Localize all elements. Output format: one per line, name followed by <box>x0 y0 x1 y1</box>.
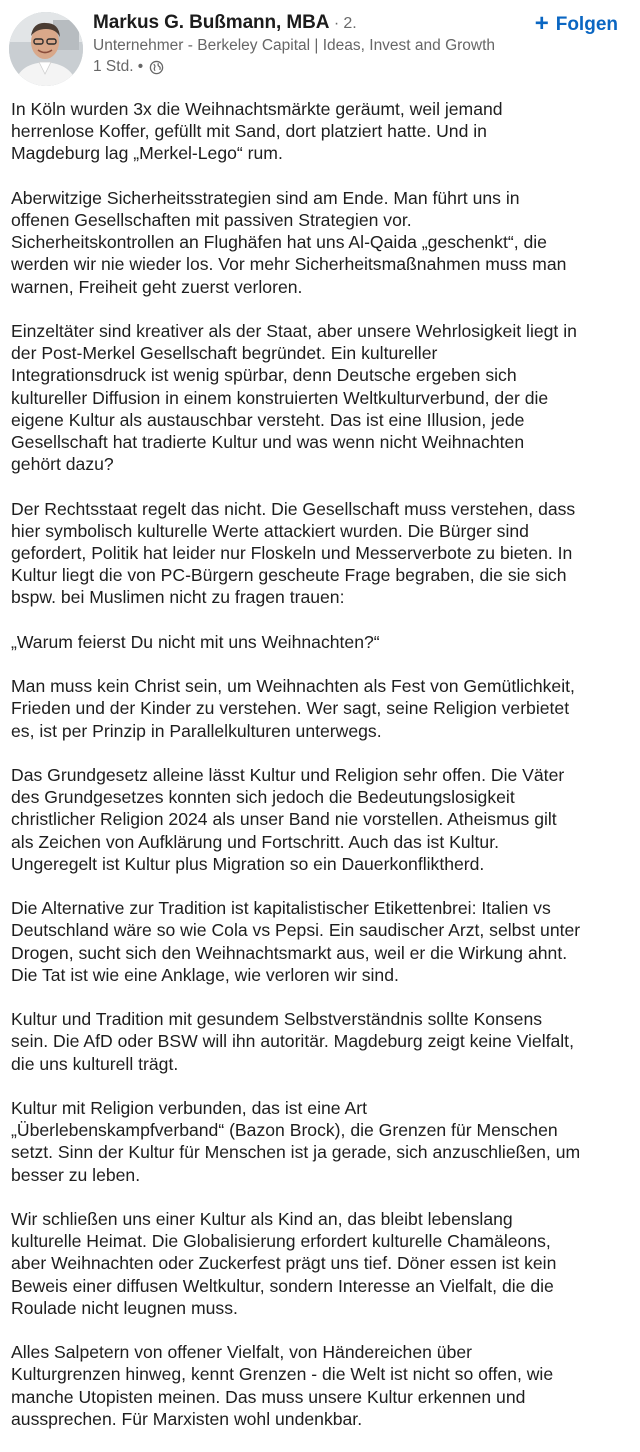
connection-degree: · 2. <box>333 15 357 32</box>
post-paragraph: „Warum feierst Du nicht mit uns Weihnachten?“ <box>11 631 380 652</box>
post-paragraph: Kultur mit Religion verbunden, das ist eine Art „Überlebenskampfverband“ (Bazon Brock), die Grenzen für Menschen setzt. Sinn der Kultur für Menschen ist ja gerade, sich anzuschließen, um besser zu leben. <box>11 1098 581 1185</box>
author-name-text[interactable]: Markus G. Bußmann, MBA <box>93 12 329 33</box>
post-header <box>0 0 640 96</box>
follow-button[interactable] <box>534 10 618 37</box>
author-headline: Unternehmer - Berkeley Capital | Ideas, Invest and Growth <box>93 37 496 54</box>
post-paragraph: Einzeltäter sind kreativer als der Staat, aber unsere Wehrlosigkeit liegt in der Post-Merkel Gesellschaft begründet. Ein kultureller Integrationsdruck ist wenig spürbar, denn Deutsche ergeben sich kultureller Diffusion in einem konstruierten Weltkulturverbund, der die eigene Kultur als austauschbar versteht. Das ist eine Illusion, jede Gesellschaft hat tradierte Kultur und was wenn nicht Weihnachten gehört dazu? <box>11 321 577 475</box>
globe-icon <box>149 60 164 75</box>
post-paragraph: Die Alternative zur Tradition ist kapitalistischer Etikettenbrei: Italien vs Deutschland wäre so wie Cola vs Pepsi. Ein saudischer Arzt, selbst unter Drogen, sucht sich den Weihnachtsmarkt aus, weil er die Wirkung ahnt. Die Tat ist wie eine Anklage, wie verloren wir sind. <box>11 898 581 985</box>
author-name[interactable] <box>93 12 357 34</box>
post-paragraph: In Köln wurden 3x die Weihnachtsmärkte geräumt, weil jemand herrenlose Koffer, gefüllt mit Sand, dort platziert hatte. Und in Magdeburg lag „Merkel-Lego“ rum. <box>11 99 503 164</box>
post-paragraph: Wir schließen uns einer Kultur als Kind an, das bleibt lebenslang kulturelle Heimat. Die Globalisierung erfordert kulturelle Chamäleons, aber Weihnachten oder Zuckerfest prägt uns tief. Döner essen ist kein Beweis einer diffusen Weltkultur, sondern Interesse an Vielfalt, die die Roulade nicht leugnen muss. <box>11 1209 557 1318</box>
follow-label: Folgen <box>555 14 618 35</box>
post-paragraph: Kultur und Tradition mit gesundem Selbstverständnis sollte Konsens sein. Die AfD oder BSW will ihn autoritär. Magdeburg zeigt keine Vielfalt, die uns kulturell trägt. <box>11 1009 574 1074</box>
post-meta <box>93 58 164 76</box>
post-body <box>11 98 627 1452</box>
avatar-photo <box>9 12 83 86</box>
post-paragraph: Das Grundgesetz alleine lässt Kultur und Religion sehr offen. Die Väter des Grundgesetzes konnten sich jedoch die Bedeutungslosigkeit christlicher Religion 2024 als unser Band nie vorstellen. Atheismus gilt als Zeichen von Aufklärung und Fortschritt. Auch das ist Kultur. Ungeregelt ist Kultur plus Migration so ein Dauerkonfliktherd. <box>11 765 565 874</box>
post-paragraph: Alles Salpetern von offener Vielfalt, von Händereichen über Kulturgrenzen hinweg, kennt Grenzen - die Welt ist nicht so offen, wie manche Utopisten meinen. Das muss unsere Kultur erkennen und aussprechen. Für Marxisten wohl undenkbar. <box>11 1342 554 1429</box>
post-time: 1 Std. • <box>93 58 144 75</box>
post-paragraph: Der Rechtsstaat regelt das nicht. Die Gesellschaft muss verstehen, dass hier symbolisch kulturelle Werte attackiert wurden. Die Bürger sind gefordert, Politik hat leider nur Floskeln und Messerverbote zu bieten. In Kultur liegt die von PC-Bürgern gescheute Frage begraben, die sie sich bspw. bei Muslimen nicht zu fragen trauen: <box>11 498 576 608</box>
post-paragraph: Aberwitzige Sicherheitsstrategien sind am Ende. Man führt uns in offenen Gesellschaften mit passiven Strategien vor. Sicherheitskontrollen an Flughäfen hat uns Al-Qaida „geschenkt“, die werden wir nie wieder los. Vor mehr Sicherheitsmaßnahmen muss man warnen, Freiheit geht zuerst verloren. <box>11 187 567 297</box>
post-paragraph: Man muss kein Christ sein, um Weihnachten als Fest von Gemütlichkeit, Frieden und der Kinder zu verstehen. Wer sagt, seine Religion verbietet es, ist per Prinzip in Parallelkulturen unterwegs. <box>11 676 575 741</box>
plus-icon: + <box>534 10 549 37</box>
avatar[interactable] <box>9 12 83 86</box>
